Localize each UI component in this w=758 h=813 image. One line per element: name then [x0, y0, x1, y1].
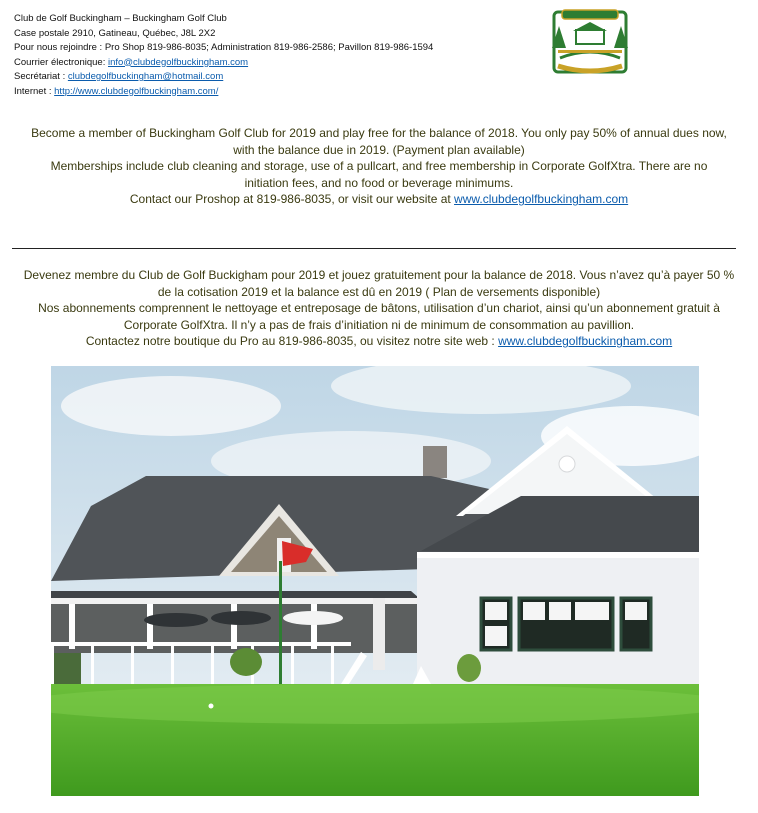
english-line-3: Memberships include club cleaning and storage, use of a pullcart, and free membership in Corporate GolfXtra. There are no [50, 159, 708, 174]
club-crest-logo [548, 8, 632, 78]
email-link[interactable]: info@clubdegolfbuckingham.com [108, 56, 249, 68]
french-line-5: Contactez notre boutique du Pro au 819-986-8035, ou visitez notre site web : [85, 334, 499, 349]
english-contact-row [14, 191, 744, 208]
email-label: Courrier électronique: [14, 56, 108, 68]
french-line-1: Devenez membre du Club de Golf Buckigham pour 2019 et jouez gratuitement pour la balance de 2018. Vous n’avez qu’à payer 50 % [23, 268, 735, 282]
english-line-2: with the balance due in 2019. (Payment plan available) [233, 142, 525, 157]
secretary-email-link[interactable]: clubdegolfbuckingham@hotmail.com [67, 71, 224, 82]
french-announcement [14, 267, 744, 350]
english-line-5: Contact our Proshop at 819-986-8035, or visit our website at [129, 192, 455, 207]
french-line-4: Corporate GolfXtra. Il n’y a pas de frais d’initiation ni de minimum de consommation au pavillion. [123, 317, 635, 332]
email-row [14, 56, 433, 71]
contact-phones: Pour nous rejoindre : Pro Shop 819-986-8035; Administration 819-986-2586; Pavillon 819-986-1594 [14, 42, 434, 53]
website-row [14, 85, 433, 100]
english-announcement [14, 125, 744, 208]
internet-label: Internet : [14, 85, 55, 97]
secretary-label: Secrétariat : [14, 71, 68, 82]
clubhouse-photo [51, 366, 699, 796]
section-divider [12, 248, 736, 249]
secretary-row [14, 70, 433, 85]
french-website-link[interactable]: www.clubdegolfbuckingham.com [498, 334, 673, 349]
french-contact-row [14, 333, 744, 350]
english-line-4: initiation fees, and no food or beverage minimums. [244, 175, 514, 190]
website-link[interactable]: http://www.clubdegolfbuckingham.com/ [54, 85, 219, 97]
french-line-3: Nos abonnements comprennent le nettoyage et entreposage de bâtons, utilisation d’un chariot, ainsi qu’un abonnement gratuit à [38, 301, 720, 316]
english-line-1: Become a member of Buckingham Golf Club for 2019 and play free for the balance of 2018. You only pay 50% of annual dues now, [31, 126, 727, 140]
contact-header [14, 12, 433, 99]
english-website-link[interactable]: www.clubdegolfbuckingham.com [454, 192, 629, 207]
club-name: Club de Golf Buckingham – Buckingham Golf Club [14, 13, 227, 24]
french-line-2: de la cotisation 2019 et la balance est dû en 2019 ( Plan de versements disponible) [157, 284, 601, 299]
postal-address: Case postale 2910, Gatineau, Québec, J8L 2X2 [14, 27, 216, 39]
